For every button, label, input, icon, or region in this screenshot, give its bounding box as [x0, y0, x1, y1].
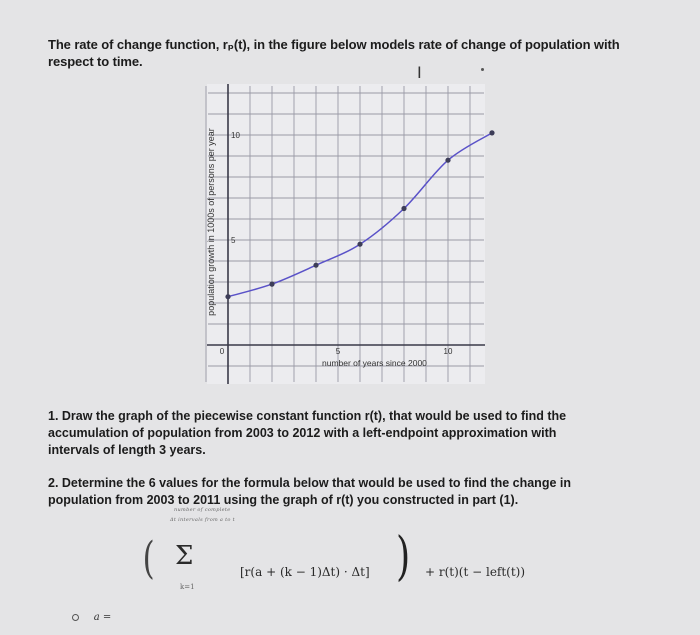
question-1: 1. Draw the graph of the piecewise constant function r(t), that would be used to find the accumulation of population from 2003 to 2012 with a left-endpoint approximation with intervals of length 3 years. — [48, 409, 567, 457]
sigma-symbol: Σ — [175, 541, 194, 571]
question-2: 2. Determine the 6 values for the formula below that would be used to find the change in population from 2003 to 2011 using the graph of r(t) you constructed in part (1). — [48, 476, 571, 507]
sum-formula — [140, 505, 600, 600]
answer-label: a = — [93, 612, 112, 623]
chart-background — [207, 84, 485, 384]
x-tick-label: 5 — [335, 347, 341, 356]
sigma-upper-limit-line-1: number of complete — [174, 507, 231, 513]
summand-expression: [r(a + (k − 1)Δt) · Δt] — [240, 565, 370, 579]
remainder-term: + r(t)(t − left(t)) — [425, 565, 526, 579]
data-point — [225, 294, 230, 299]
y-tick-label: 5 — [231, 236, 236, 245]
text-cursor-icon: I — [417, 63, 422, 82]
x-tick-label: 10 — [443, 347, 453, 356]
x-tick-label: 0 — [219, 347, 225, 356]
intro-line-1: The rate of change function, rₚ(t), in the figure below models rate of change of population with — [48, 37, 620, 52]
data-point — [269, 282, 274, 287]
sigma-upper-limit-line-2: Δt intervals from a to t — [170, 517, 235, 523]
data-point — [489, 130, 494, 135]
intro-line-2: respect to time. — [48, 54, 143, 69]
radio-icon[interactable] — [72, 614, 79, 621]
answer-option[interactable] — [72, 612, 111, 623]
data-point — [401, 206, 406, 211]
left-paren: ( — [142, 533, 155, 584]
y-tick-label: 10 — [231, 131, 240, 140]
sigma-lower-limit: k=1 — [180, 583, 195, 591]
data-point — [313, 263, 318, 268]
data-point — [357, 242, 362, 247]
y-axis-label: population growth in 1000s of persons per year — [206, 128, 216, 316]
x-axis-label: number of years since 2000 — [322, 358, 427, 368]
right-paren: ) — [396, 527, 411, 587]
data-point — [445, 158, 450, 163]
plot-area — [207, 84, 485, 384]
